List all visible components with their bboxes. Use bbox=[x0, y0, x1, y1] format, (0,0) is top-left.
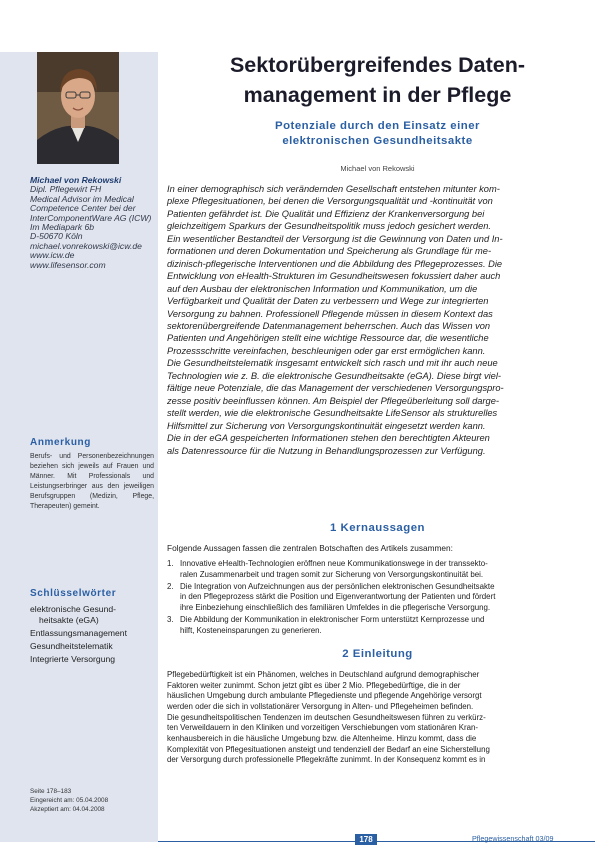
list-item bbox=[167, 559, 569, 580]
abstract-line: sektorenübergreifende Datenmanagement beherrschen. Auch das Wissen von bbox=[167, 320, 491, 331]
key-points-list bbox=[167, 559, 569, 638]
abstract-line: Verfügbarkeit und Qualität der Daten zu verbessern und Wege zur integrierten bbox=[167, 296, 489, 307]
page-range: Seite 178–183 bbox=[30, 788, 72, 795]
author-line: Competence Center bei der bbox=[30, 203, 136, 214]
abstract-line: dizinisch-pflegerische Interventionen und die Abbildung des Pflegeprozesses. Die bbox=[167, 258, 503, 269]
abstract-line: plexe Pflegesituationen, bei denen die Versorgungsqualität und -kontinuität von bbox=[167, 196, 493, 207]
body-line: der Versorgung durch professionelle Pflegekräfte zunimmt. In der Konsequenz kommt es in bbox=[167, 755, 486, 765]
list-item-number: 2. bbox=[167, 581, 174, 591]
list-item bbox=[167, 582, 569, 614]
abstract-line: auf den Ausbau der elektronischen Information und Kommunikation, um die bbox=[167, 283, 478, 294]
author-line: D-50670 Köln bbox=[30, 231, 83, 242]
list-item bbox=[167, 615, 569, 636]
author-website[interactable]: www.icw.de bbox=[30, 250, 75, 261]
body-line: Komplexität von Pflegesituationen ansteigt und tendenziell der Bedarf an eine Sicherstellung bbox=[167, 744, 490, 754]
author-photo bbox=[37, 52, 119, 164]
list-item-line: Die Integration von Aufzeichnungen aus der persönlichen elektronischen Gesundheitsakte bbox=[180, 581, 495, 591]
abstract-line: Patienten gefährdet ist. Die Qualität und Effizienz der Krankenversorgung bei bbox=[167, 208, 485, 219]
list-item-line: in den Pflegeprozess stärkt die Position und Eigenverantwortung der Patienten und fördert bbox=[180, 592, 496, 602]
keyword-item: Gesundheitstelematik bbox=[30, 641, 113, 651]
list-item-line: ihre Einbeziehung einschließlich des familiären Umfeldes in die pflegerische Versorgung. bbox=[180, 602, 491, 612]
note-text: Berufs- und Personenbezeichnungen beziehen sich jeweils auf Frauen und Männer. Mit Professionals und Leistungserbringer aus den jeweiligen Berufsgruppen (Medizin, Pflege, Therapeuten) gemeint. bbox=[30, 453, 154, 510]
keyword-item: heitsakte (eGA) bbox=[39, 615, 99, 625]
accepted-date: Akzeptiert am: 04.04.2008 bbox=[30, 806, 105, 813]
author-email[interactable]: michael.vonrekowski@icw.de bbox=[30, 240, 142, 251]
abstract-line: Ein wesentlicher Bestandteil der Versorgung ist die Gewinnung von Daten und In- bbox=[167, 233, 503, 244]
keyword-item: elektronische Gesund- bbox=[30, 604, 116, 614]
abstract-line: formationen und deren Dokumentation und Speicherung als Grundlage für me- bbox=[167, 246, 492, 257]
abstract-line: Versorgung zu bahnen. Professionell Pflegende müssen in diesem Kontext das bbox=[167, 308, 493, 319]
list-item-number: 3. bbox=[167, 614, 174, 624]
author-line: Medical Advisor im Medical bbox=[30, 193, 134, 204]
abstract-line: gleichzeitigem Sparkurs der Gesundheitspolitik muss jedoch gesichert werden. bbox=[167, 221, 492, 232]
abstract-line: als Datenressource für die Nutzung in Behandlungsprozessen zur Verfügung. bbox=[167, 445, 486, 456]
body-line: kenhausbereich in die häusliche Umgebung bzw. die Altenheime. Hinzu kommt, dass die bbox=[167, 733, 477, 743]
abstract-line: Die Gesundheitstelematik insgesamt entwickelt sich rasch und mit ihr auch neue bbox=[167, 358, 498, 369]
abstract-line: Hilfsmittel zur Sicherung von Versorgungskontinuität eingesetzt werden kann. bbox=[167, 420, 486, 431]
abstract-line: In einer demographisch sich verändernden Gesellschaft entstehen mitunter kom- bbox=[167, 184, 500, 194]
body-line: häuslichen Umgebung durch ambulante Pflegedienste und pflegende Angehörige versorgt bbox=[167, 691, 482, 701]
keywords-list bbox=[30, 604, 154, 667]
abstract-line: Die in der eGA gespeicherten Informationen stehen den berechtigten Akteuren bbox=[167, 433, 490, 444]
abstract-line: Patienten und Angehörigen stellt eine wichtige Ressource dar, die wesentliche bbox=[167, 333, 489, 344]
note-heading: Anmerkung bbox=[30, 437, 91, 448]
title-line: Sektorübergreifendes Daten- bbox=[229, 53, 526, 77]
publication-dates bbox=[30, 787, 154, 814]
abstract bbox=[167, 183, 567, 457]
author-line: Im Mediapark 6b bbox=[30, 222, 95, 233]
author-line: Dipl. Pflegewirt FH bbox=[30, 184, 102, 195]
body-line: Die gesundheitspolitischen Tendenzen im deutschen Gesundheitswesen führen zu verkürz- bbox=[167, 712, 486, 722]
article-title bbox=[160, 50, 595, 110]
author-line: InterComponentWare AG (ICW) bbox=[30, 212, 152, 223]
article-subtitle bbox=[160, 119, 595, 148]
author-info bbox=[30, 176, 156, 270]
keyword-item: Entlassungsmanagement bbox=[30, 628, 127, 638]
section-intro: Folgende Aussagen fassen die zentralen Botschaften des Artikels zusammen: bbox=[167, 543, 453, 553]
list-item-number: 1. bbox=[167, 559, 174, 568]
subtitle-line: Potenziale durch den Einsatz einer bbox=[275, 120, 480, 132]
list-item-line: Die Abbildung der Kommunikation in elektronischer Form unterstützt Kernprozesse und bbox=[180, 614, 485, 624]
section-heading-kernaussagen: 1 Kernaussagen bbox=[330, 522, 425, 534]
introduction-text bbox=[167, 670, 569, 766]
byline: Michael von Rekowski bbox=[340, 164, 415, 173]
abstract-line: fältige neue Potenziale, die das Management der verschiedenen Versorgungspro- bbox=[167, 383, 504, 394]
submitted-date: Eingereicht am: 05.04.2008 bbox=[30, 797, 109, 804]
abstract-line: Prozessschritte vereinfachen, beschleunigen oder gar erst ermöglichen kann. bbox=[167, 345, 486, 356]
body-line: ten Verweildauern in den Kliniken und vorzeitigen Verschiebungen vom stationären Kran- bbox=[167, 723, 478, 733]
subtitle-line: elektronischen Gesundheitsakte bbox=[282, 134, 473, 147]
author-name: Michael von Rekowski bbox=[30, 175, 122, 185]
body-line: Faktoren weiter zunimmt. Schon jetzt gibt es über 2 Mio. Pflegebedürftige, die in der bbox=[167, 680, 461, 690]
abstract-line: stellt werden, wie die elektronische Gesundheitsakte LifeSensor als strukturelles bbox=[167, 408, 498, 419]
title-line: management in der Pflege bbox=[243, 83, 512, 107]
body-line: Pflegebedürftigkeit ist ein Phänomen, welches in Deutschland aufgrund demographischer bbox=[167, 670, 480, 679]
body-line: werden oder die sich in vollstationärer Versorgung in Alten- und Pflegeheimen befinden. bbox=[167, 701, 474, 711]
author-website[interactable]: www.lifesensor.com bbox=[30, 259, 106, 270]
list-item-line: hilft, Kosteneinsparungen zu generieren. bbox=[180, 625, 322, 635]
abstract-line: Technologien wie z. B. die elektronische Gesundheitsakte (eGA). Diese birgt viel- bbox=[167, 370, 501, 381]
abstract-line: Entwicklung von eHealth-Strukturen im Gesundheitswesen fokussiert daher auch bbox=[167, 271, 501, 282]
journal-name: Pflegewissenschaft 03/09 bbox=[472, 834, 554, 843]
keyword-item: Integrierte Versorgung bbox=[30, 654, 116, 664]
list-item-line: Innovative eHealth-Technologien eröffnen neue Kommunikationswege in der transsekto- bbox=[180, 559, 488, 568]
list-item-line: ralen Zusammenarbeit und tragen somit zur Sicherung von Versorgungskontinuität bei. bbox=[180, 569, 484, 579]
section-heading-einleitung: 2 Einleitung bbox=[342, 648, 413, 660]
page-number: 178 bbox=[355, 834, 377, 845]
abstract-line: zesse positiv beeinflussen können. Am Beispiel der Pflegeüberleitung soll darge- bbox=[167, 395, 499, 406]
keywords-heading: Schlüsselwörter bbox=[30, 588, 117, 599]
